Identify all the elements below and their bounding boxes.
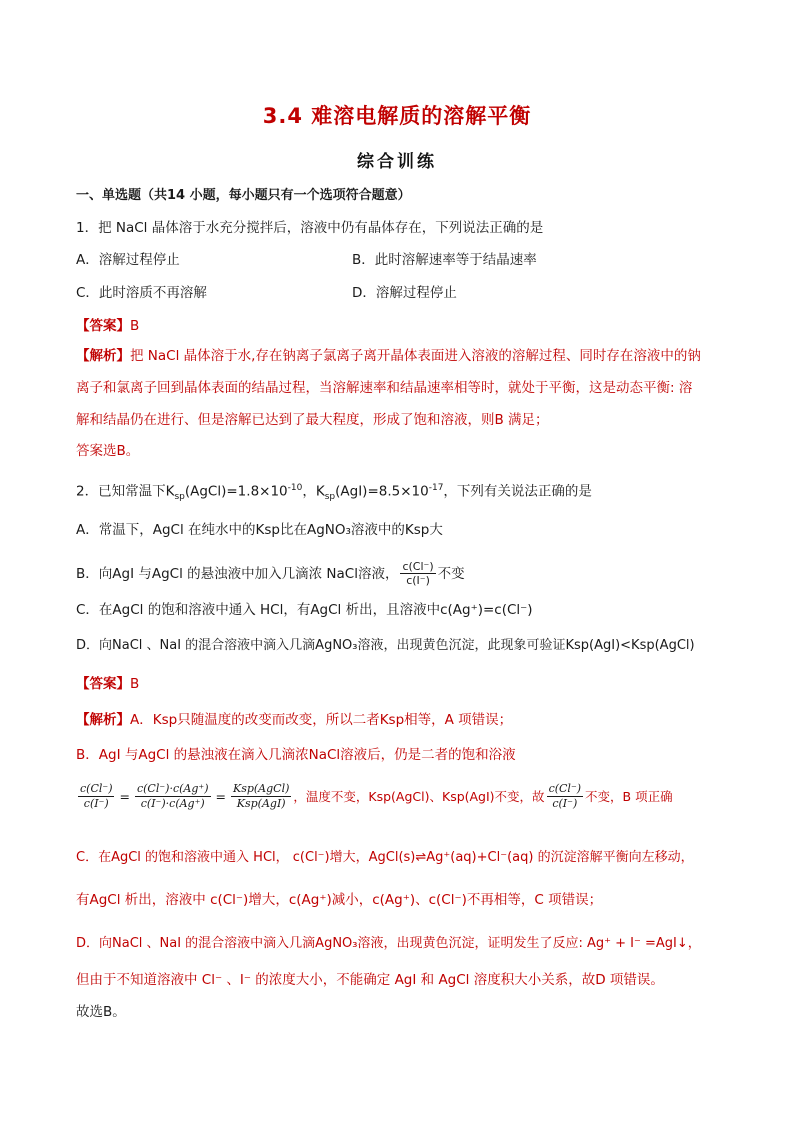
eq-fraction-3 — [231, 782, 291, 811]
q2-stem-sp-1: sp — [174, 492, 185, 503]
q1-option-c: C．此时溶质不再溶解 — [76, 285, 207, 301]
eq-end-text: 不变，B 项正确 — [585, 788, 673, 804]
q2-analysis-b1: B．AgI 与AgCl 的悬浊液在滴入几滴浓NaCl溶液后，仍是二者的饱和浴液 — [76, 747, 516, 763]
q2-option-b-num: c(Cl⁻) — [402, 560, 434, 573]
q2-stem-prefix: 2．已知常温下K — [76, 483, 175, 500]
q2-option-b — [76, 560, 465, 587]
eq-mid-text: ，温度不变，Ksp(AgCl)、Ksp(AgI)不变，故 — [293, 788, 545, 804]
q1-answer — [76, 316, 139, 336]
eq-f1-num: c(Cl⁻) — [80, 782, 113, 795]
eq-f3-num: Ksp(AgCl) — [232, 782, 290, 795]
q2-analysis-c2: 有AgCl 析出，溶液中 c(Cl⁻)增大，c(Ag⁺)减小，c(Ag⁺)、c(Cl⁻)不再相等，C 项错误； — [76, 892, 603, 908]
q2-option-b-fraction — [400, 560, 435, 587]
q1-answer-value: B — [130, 318, 140, 334]
q2-analysis-a — [76, 710, 512, 730]
q1-analysis-line-2: 离子和氯离子回到晶体表面的结晶过程，当溶解速率和结晶速率相等时，就处于平衡，这是动态平衡: 溶 — [76, 380, 693, 396]
q1-option-a: A．溶解过程停止 — [76, 252, 180, 268]
q2-stem-agcl: (AgCl)=1.8×10 — [184, 483, 288, 500]
q2-answer — [76, 674, 139, 694]
eq-f4-den: c(I⁻) — [552, 797, 578, 810]
q1-answer-label: 【答案】 — [76, 318, 130, 334]
q2-stem-exp-1: -10 — [287, 483, 303, 493]
q1-conclusion: 答案选B。 — [76, 443, 140, 459]
q1-option-d: D．溶解过程停止 — [352, 285, 457, 301]
q1-analysis-line-1 — [76, 346, 701, 366]
q1-analysis-text-1: 把 NaCl 晶体溶于水,存在钠离子氯离子离开晶体表面进入溶液的溶解过程、同时存在溶液中的钠 — [130, 348, 701, 364]
q2-option-b-den: c(I⁻) — [406, 574, 430, 587]
q2-analysis-d1: D．向NaCl 、NaI 的混合溶液中滴入几滴AgNO₃溶液，出现黄色沉淀，证明发生了反应: Ag⁺ + I⁻ =AgI↓， — [76, 936, 701, 951]
q2-analysis-d2: 但由于不知道溶液中 Cl⁻ 、I⁻ 的浓度大小，不能确定 AgI 和 AgCl 溶度积大小关系，故D 项错误。 — [76, 972, 664, 988]
q1-stem: 1．把 NaCl 晶体溶于水充分搅拌后，溶液中仍有晶体存在，下列说法正确的是 — [76, 220, 544, 236]
q2-conclusion: 故选B。 — [76, 1004, 126, 1020]
q2-stem-suffix: ，下列有关说法正确的是 — [443, 483, 592, 500]
q2-option-c: C．在AgCl 的饱和溶液中通入 HCl，有AgCl 析出，且溶液中c(Ag⁺)=c(Cl⁻) — [76, 602, 533, 618]
eq-fraction-1 — [78, 782, 114, 811]
q2-stem-agi: (AgI)=8.5×10 — [335, 483, 429, 500]
q2-stem — [76, 478, 592, 507]
eq-f1-den: c(I⁻) — [83, 797, 109, 810]
q1-analysis-line-3: 解和结晶仍在进行、但是溶解已达到了最大程度，形成了饱和溶液，则B 满足； — [76, 412, 549, 428]
q2-option-a: A．常温下，AgCl 在纯水中的Ksp比在AgNO₃溶液中的Ksp大 — [76, 522, 443, 538]
eq-f2-num: c(Cl⁻)·c(Ag⁺) — [136, 782, 209, 795]
q2-stem-exp-2: -17 — [428, 483, 444, 493]
q2-answer-label: 【答案】 — [76, 676, 130, 692]
q1-analysis-label: 【解析】 — [76, 348, 130, 364]
eq-fraction-2 — [135, 782, 211, 811]
eq-sign-2: = — [215, 788, 226, 804]
q2-analysis-label: 【解析】 — [76, 712, 130, 728]
eq-fraction-4 — [547, 782, 583, 811]
q2-stem-mid: ，K — [302, 483, 325, 500]
q2-option-b-suffix: 不变 — [437, 565, 465, 582]
q1-option-b: B．此时溶解速率等于结晶速率 — [352, 252, 537, 268]
q2-answer-value: B — [130, 676, 140, 692]
q2-stem-sp-2: sp — [324, 492, 336, 503]
q2-analysis-a-text: A．Ksp只随温度的改变而改变，所以二者Ksp相等，A 项错误； — [130, 712, 513, 728]
eq-f3-den: Ksp(AgI) — [236, 797, 286, 810]
eq-f4-num: c(Cl⁻) — [548, 782, 582, 795]
q2-analysis-c1: C．在AgCl 的饱和溶液中通入 HCl， c(Cl⁻)增大，AgCl(s)⇌Ag⁺(aq)+Cl⁻(aq) 的沉淀溶解平衡向左移动， — [76, 850, 694, 865]
eq-f2-den: c(I⁻)·c(Ag⁺) — [140, 797, 205, 810]
eq-sign-1: = — [119, 788, 130, 804]
q2-option-d: D．向NaCl 、NaI 的混合溶液中滴入几滴AgNO₃溶液，出现黄色沉淀，此现象可验证Ksp(AgI)<Ksp(AgCl) — [76, 638, 695, 653]
page-title: 3.4 难溶电解质的溶解平衡 — [262, 104, 532, 128]
section-heading: 一、单选题（共14 小题，每小题只有一个选项符合题意） — [76, 188, 411, 203]
q2-option-b-prefix: B．向AgI 与AgCl 的悬浊液中加入几滴浓 NaCl溶液， — [76, 565, 399, 582]
page-subtitle: 综合训练 — [357, 152, 437, 172]
q2-analysis-b-equation — [76, 782, 673, 811]
